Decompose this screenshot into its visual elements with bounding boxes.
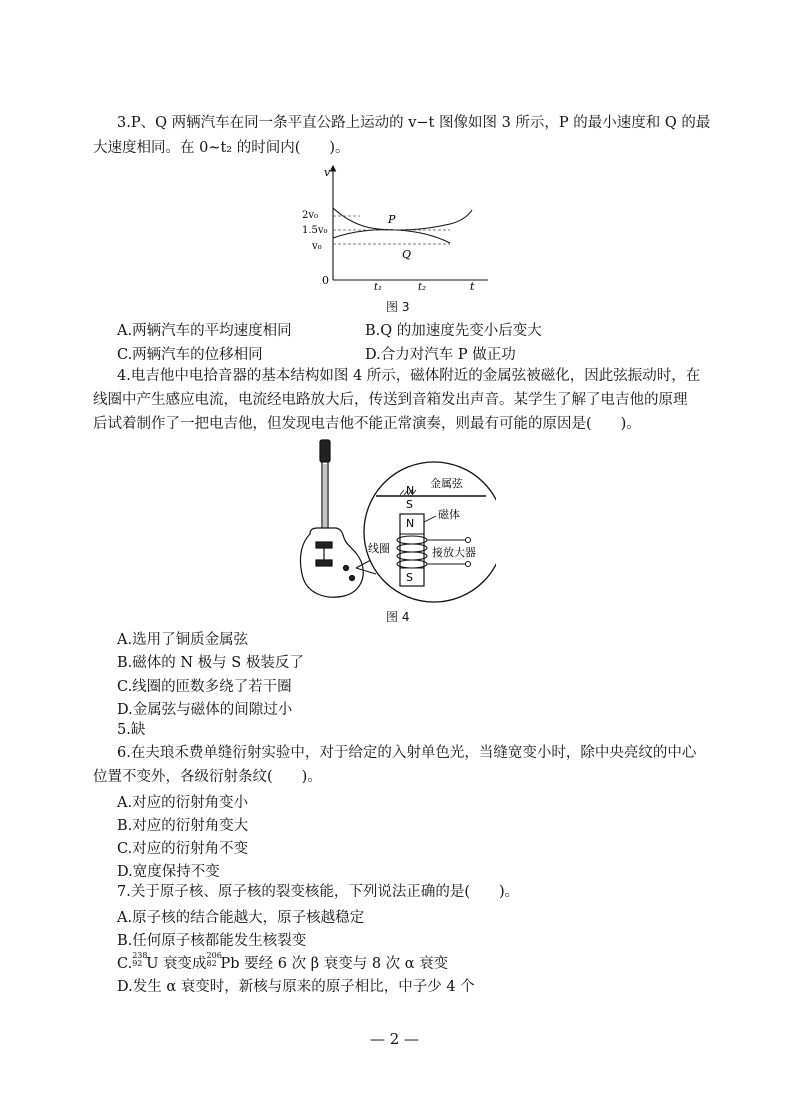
q4-option-c: C.线圈的匝数多绕了若干圈 — [117, 679, 292, 695]
tick-t1: t₁ — [374, 282, 383, 293]
q4-option-b: B.磁体的 N 极与 S 极装反了 — [117, 655, 304, 671]
q6-option-b: B.对应的衍射角变大 — [117, 818, 249, 834]
q3-vt-graph — [300, 158, 500, 298]
magnet-label: 磁体 — [438, 508, 460, 521]
q4-stem-line1: 4.电吉他中电拾音器的基本结构如图 4 所示，磁体附近的金属弦被磁化，因此弦振动时，在 — [117, 368, 701, 384]
label-P: P — [388, 213, 396, 226]
fig3-caption: 图 3 — [386, 300, 410, 314]
q7-option-d: D.发生 α 衰变时，新核与原来的原子相比，中子少 4 个 — [117, 979, 475, 995]
q7-c-prefix: C. — [117, 956, 133, 972]
axis-t-label: t — [470, 280, 475, 293]
q6-option-a: A.对应的衍射角变小 — [117, 795, 249, 811]
curve-P — [333, 208, 472, 230]
q6-stem-line2: 位置不变外，各级衍射条纹( )。 — [93, 769, 322, 785]
q3-option-d: D.合力对汽车 P 做正功 — [365, 347, 516, 363]
curve-Q — [333, 230, 450, 243]
q3-stem-line1: 3.P、Q 两辆汽车在同一条平直公路上运动的 v−t 图像如图 3 所示，P 的最小速度和 Q 的最 — [117, 115, 711, 131]
q4-option-d: D.金属弦与磁体的间隙过小 — [117, 702, 293, 718]
magnet-pole-N: N — [406, 517, 415, 530]
axis-v-label: v — [324, 166, 331, 179]
amp-label: 接放大器 — [432, 546, 476, 559]
label-Q: Q — [402, 248, 412, 261]
q3-option-b: B.Q 的加速度先变小后变大 — [365, 323, 542, 339]
q7-c-uranium: U 衰变成 — [146, 956, 207, 972]
uranium-mass-number: 238 — [132, 951, 148, 960]
q7-c-rest: Pb 要经 6 次 β 衰变与 8 次 α 衰变 — [220, 956, 449, 972]
q4-stem-line3: 后试着制作了一把电吉他，但发现电吉他不能正常演奏，则最有可能的原因是( )。 — [93, 416, 641, 432]
string-pole-S: S — [406, 498, 413, 511]
uranium-atomic-number: 92 — [132, 959, 143, 968]
fig4-caption: 图 4 — [386, 610, 410, 624]
page-number: — 2 — — [369, 1030, 420, 1048]
lead-isotope-numbers — [207, 952, 221, 966]
magnet-pole-S: S — [406, 571, 413, 584]
origin-label: 0 — [322, 274, 329, 287]
lead-atomic-number: 82 — [206, 959, 217, 968]
coil-label: 线圈 — [368, 542, 390, 555]
q7-option-c — [117, 952, 448, 973]
q6-option-d: D.宽度保持不变 — [117, 864, 220, 880]
q7-option-a: A.原子核的结合能越大，原子核越稳定 — [117, 910, 365, 926]
q3-option-c: C.两辆汽车的位移相同 — [117, 347, 263, 363]
guitar-illustration — [300, 440, 363, 597]
q3-option-a: A.两辆汽车的平均速度相同 — [117, 323, 292, 339]
tick-t2: t₂ — [418, 282, 427, 293]
string-pole-N: N — [406, 484, 415, 497]
q6-stem-line1: 6.在夫琅禾费单缝衍射实验中，对于给定的入射单色光，当缝宽变小时，除中央亮纹的中心 — [117, 745, 697, 761]
q7-stem: 7.关于原子核、原子核的裂变核能，下列说法正确的是( )。 — [117, 884, 520, 900]
string-label: 金属弦 — [430, 477, 463, 490]
tick-2v0: 2v₀ — [302, 210, 319, 221]
uranium-isotope-numbers — [132, 952, 146, 966]
q7-option-b: B.任何原子核都能发生核裂变 — [117, 933, 307, 949]
q4-option-a: A.选用了铜质金属弦 — [117, 632, 249, 648]
tick-1-5v0: 1.5v₀ — [302, 225, 328, 236]
q4-stem-line2: 线圈中产生感应电流，电流经电路放大后，传送到音箱发出声音。某学生了解了电吉他的原理 — [93, 392, 688, 408]
q5-stem: 5.缺 — [117, 722, 146, 738]
lead-mass-number: 206 — [206, 951, 222, 960]
q6-option-c: C.对应的衍射角不变 — [117, 841, 249, 857]
q4-guitar-pickup-diagram — [296, 438, 496, 604]
tick-v0: v₀ — [312, 241, 322, 252]
q3-stem-line2: 大速度相同。在 0~t₂ 的时间内( )。 — [93, 140, 350, 156]
